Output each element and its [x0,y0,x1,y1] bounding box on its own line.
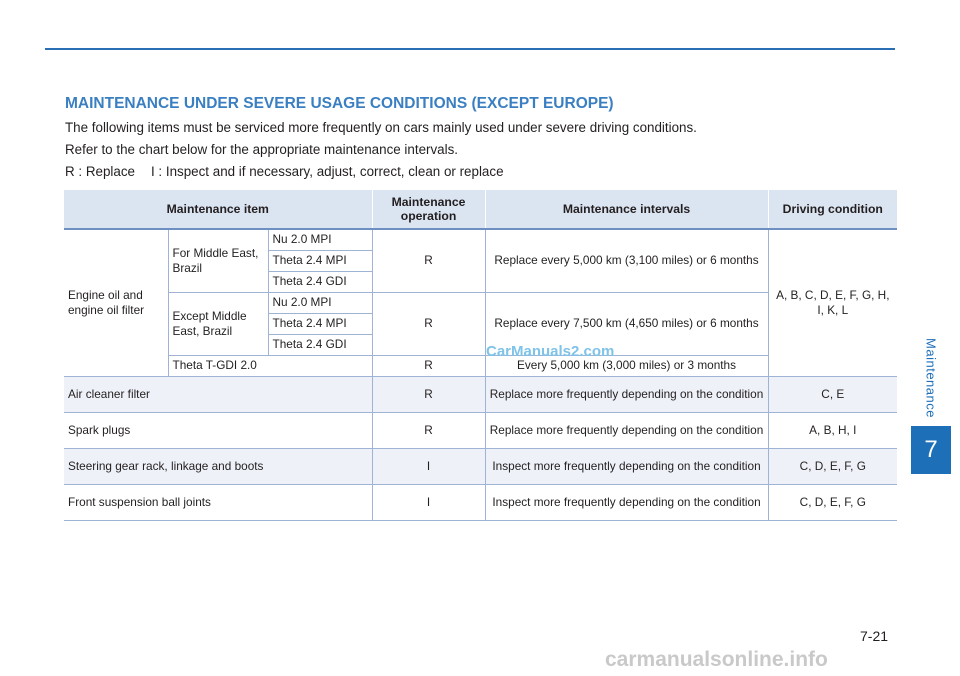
watermark-footer: carmanualsonline.info [605,648,828,671]
operation-cell: I [372,485,485,521]
interval-cell: Inspect more frequently depending on the condition [485,485,768,521]
engine-oil-conditions: A, B, C, D, E, F, G, H, I, K, L [768,229,897,377]
header-operation: Maintenance operation [372,190,485,229]
chapter-tab: 7 [911,426,951,474]
engine-label: Theta 2.4 MPI [268,251,372,272]
engine-label: Theta 2.4 GDI [268,272,372,293]
engine-label: Nu 2.0 MPI [268,229,372,251]
intro-line-2: Refer to the chart below for the appropriate maintenance intervals. [65,142,459,157]
legend-replace: R : Replace [65,164,135,179]
engine-label: Nu 2.0 MPI [268,293,372,314]
condition-cell: C, E [768,377,897,413]
engine-label: Theta T-GDI 2.0 [168,356,372,377]
engine-label: Theta 2.4 GDI [268,335,372,356]
header-interval: Maintenance intervals [485,190,768,229]
table-row [64,413,897,449]
header-rule [45,48,895,50]
operation-cell: R [372,413,485,449]
operation-cell: R [372,377,485,413]
page-number: 7-21 [860,628,889,644]
item-cell: Spark plugs [64,413,372,449]
item-cell: Front suspension ball joints [64,485,372,521]
interval-cell: Every 5,000 km (3,000 miles) or 3 months [485,356,768,377]
intro-line-1: The following items must be serviced more frequently on cars mainly used under severe driving conditions. [65,120,697,135]
region-label: For Middle East, Brazil [168,229,268,293]
item-cell: Air cleaner filter [64,377,372,413]
condition-cell: C, D, E, F, G [768,485,897,521]
operation-cell: R [372,356,485,377]
engine-oil-item: Engine oil and engine oil filter [64,229,168,377]
condition-cell: C, D, E, F, G [768,449,897,485]
item-cell: Steering gear rack, linkage and boots [64,449,372,485]
table-header-row [64,190,897,229]
maintenance-table [64,190,897,521]
condition-cell: A, B, H, I [768,413,897,449]
table-row [64,485,897,521]
operation-cell: R [372,293,485,356]
interval-cell: Replace more frequently depending on the condition [485,413,768,449]
interval-cell: Replace every 7,500 km (4,650 miles) or 6 months [485,293,768,356]
operation-cell: R [372,229,485,293]
header-item: Maintenance item [64,190,372,229]
engine-label: Theta 2.4 MPI [268,314,372,335]
operation-cell: I [372,449,485,485]
legend [65,164,504,179]
table-row [64,449,897,485]
table-row [64,229,897,251]
header-condition: Driving condition [768,190,897,229]
interval-cell: Inspect more frequently depending on the condition [485,449,768,485]
table-row [64,377,897,413]
region-label: Except Middle East, Brazil [168,293,268,356]
interval-cell: Replace more frequently depending on the condition [485,377,768,413]
legend-inspect: I : Inspect and if necessary, adjust, correct, clean or replace [150,164,504,179]
section-label: Maintenance [923,338,939,418]
watermark-inline: CarManuals2.com [486,343,615,360]
page-title: MAINTENANCE UNDER SEVERE USAGE CONDITIONS (EXCEPT EUROPE) [65,95,614,112]
interval-cell: Replace every 5,000 km (3,100 miles) or 6 months [485,229,768,293]
